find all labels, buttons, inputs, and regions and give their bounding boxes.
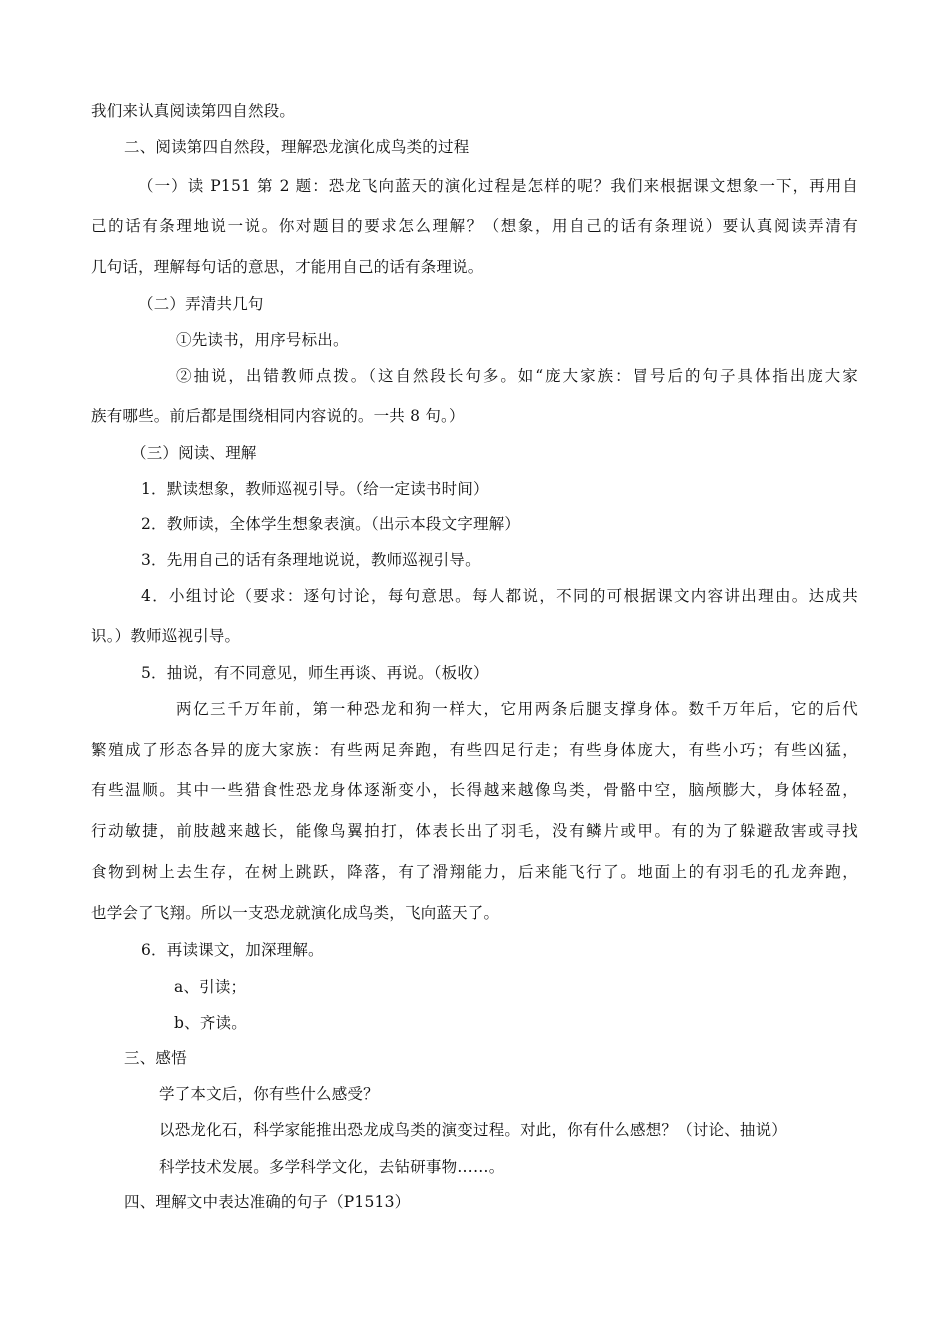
text-line-27: 学了本文后，你有些什么感受？ — [159, 1085, 379, 1103]
text-line-04: 己的话有条理地说一说。你对题目的要求怎么理解？（想象，用自己的话有条理说）要认真阅读弄清有 — [91, 217, 858, 235]
passage-line-2: 繁殖成了形态各异的庞大家族：有些两足奔跑，有些四足行走；有些身体庞大，有些小巧；有些凶猛， — [91, 741, 858, 759]
text-line-08: ②抽说，出错教师点拨。（这自然段长句多。如“庞大家族：冒号后的句子具体指出庞大家 — [176, 367, 858, 385]
list-item-6: 6．再读课文，加深理解。 — [141, 941, 324, 959]
list-item-3: 3．先用自己的话有条理地说说，教师巡视引导。 — [141, 551, 481, 569]
subsection-heading-3: （三）阅读、理解 — [131, 444, 257, 462]
text-line-03: （一）读 P151 第 2 题：恐龙飞向蓝天的演化过程是怎样的呢？我们来根据课文想象一下，再用自 — [138, 177, 858, 195]
list-item-2: 2．教师读，全体学生想象表演。（出示本段文字理解） — [141, 515, 521, 533]
list-item-4-cont: 识。）教师巡视引导。 — [91, 627, 241, 645]
passage-line-3: 有些温顺。其中一些猎食性恐龙身体逐渐变小，长得越来越像鸟类，骨骼中空，脑颅膨大，身体轻盈， — [91, 781, 858, 799]
text-line-05: 几句话，理解每句话的意思，才能用自己的话有条理说。 — [91, 258, 484, 276]
list-item-5: 5．抽说，有不同意见，师生再谈、再说。（板收） — [141, 664, 489, 682]
text-line-29: 科学技术发展。多学科学文化，去钻研事物……。 — [159, 1158, 505, 1176]
subsection-heading-2: （二）弄清共几句 — [138, 295, 264, 313]
text-line-01: 我们来认真阅读第四自然段。 — [91, 102, 296, 120]
sub-item-b: b、齐读。 — [174, 1014, 247, 1032]
list-item-4: 4．小组讨论（要求：逐句讨论，每句意思。每人都说，不同的可根据课文内容讲出理由。达成共 — [141, 587, 858, 605]
passage-line-1: 两亿三千万年前，第一种恐龙和狗一样大，它用两条后腿支撑身体。数千万年后，它的后代 — [176, 700, 858, 718]
text-line-09: 族有哪些。前后都是围绕相同内容说的。一共 8 句。） — [91, 407, 465, 425]
list-item-1: 1．默读想象，教师巡视引导。（给一定读书时间） — [141, 480, 489, 498]
passage-line-4: 行动敏捷，前肢越来越长，能像鸟翼拍打，体表长出了羽毛，没有鳞片或甲。有的为了躲避敌害或寻找 — [91, 822, 858, 840]
section-heading-3: 三、感悟 — [124, 1049, 187, 1067]
passage-line-5: 食物到树上去生存，在树上跳跃，降落，有了滑翔能力，后来能飞行了。地面上的有羽毛的孔龙奔跑， — [91, 863, 858, 881]
text-line-07: ①先读书，用序号标出。 — [176, 331, 349, 349]
section-heading-2: 二、阅读第四自然段，理解恐龙演化成鸟类的过程 — [124, 138, 470, 156]
section-heading-4: 四、理解文中表达准确的句子（P1513） — [124, 1193, 411, 1211]
text-line-28: 以恐龙化石，科学家能推出恐龙成鸟类的演变过程。对此，你有什么感想？（讨论、抽说） — [159, 1121, 788, 1139]
passage-line-6: 也学会了飞翔。所以一支恐龙就演化成鸟类，飞向蓝天了。 — [91, 904, 500, 922]
sub-item-a: a、引读； — [174, 978, 247, 996]
